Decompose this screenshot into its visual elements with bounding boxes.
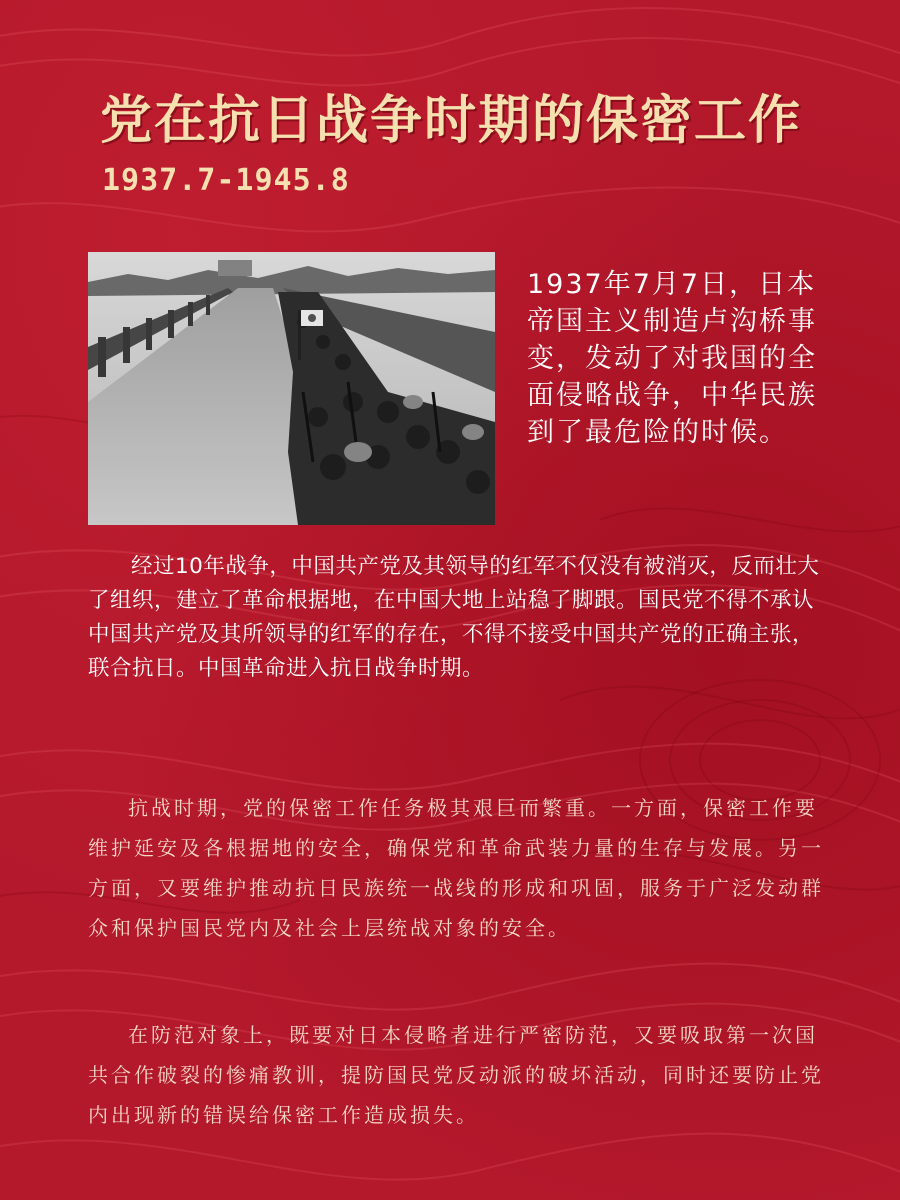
page-title: 党在抗日战争时期的保密工作	[100, 91, 803, 151]
paragraph-3: 在防范对象上，既要对日本侵略者进行严密防范，又要吸取第一次国共合作破裂的惨痛教训，提防国民党反动派的破坏活动，同时还要防止党内出现新的错误给保密工作造成损失。	[88, 1023, 824, 1127]
paragraph-1: 经过10年战争，中国共产党及其领导的红军不仅没有被消灭，反而壮大了组织，建立了革命根据地，在中国大地上站稳了脚跟。国民党不得不承认中国共产党及其所领导的红军的存在，不得不接受中国共产党的正确主张，联合抗日。中国革命进入抗日战争时期。	[88, 554, 820, 681]
paragraph-2: 抗战时期，党的保密工作任务极其艰巨而繁重。一方面，保密工作要维护延安及各根据地的安全，确保党和革命武装力量的生存与发展。另一方面，又要维护推动抗日民族统一战线的形成和巩固，服务于广泛发动群众和保护国民党内及社会上层统战对象的安全。	[88, 796, 824, 940]
lead-text: 1937年7月7日，日本帝国主义制造卢沟桥事变，发动了对我国的全面侵略战争，中华民族到了最危险的时候。	[527, 269, 817, 448]
historical-photo-marching-soldiers-icon	[88, 252, 495, 525]
historical-photo	[88, 252, 495, 525]
date-range: 1937.7-1945.8	[102, 163, 350, 198]
